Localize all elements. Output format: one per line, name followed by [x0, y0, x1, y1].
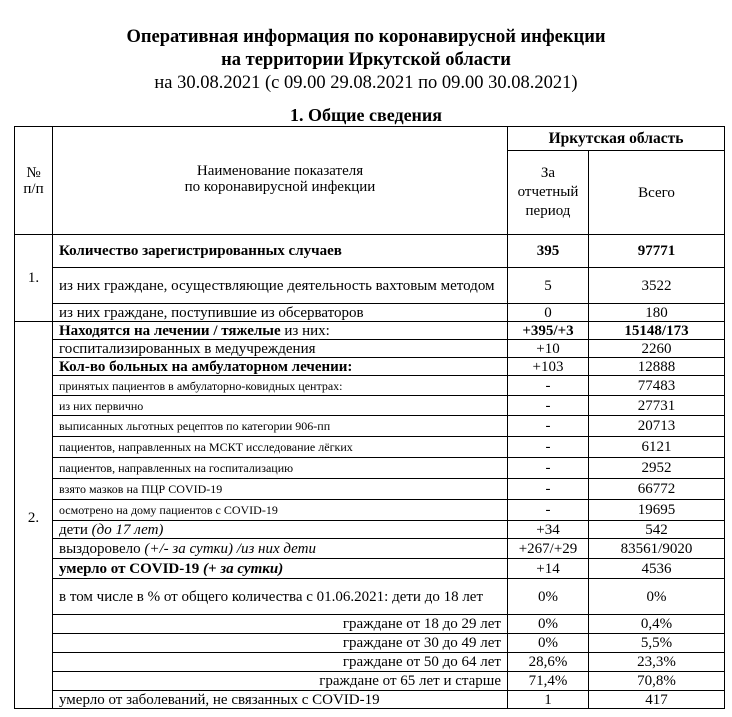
table-row: [15, 458, 725, 479]
table-row: [15, 304, 725, 322]
row-total: 542: [589, 521, 725, 539]
row-label-rest: из них:: [280, 322, 330, 339]
row-total: 97771: [589, 235, 725, 268]
row-period: 0%: [508, 579, 589, 615]
header-total: Всего: [589, 151, 725, 235]
row-label-italic: (до 17 лет): [91, 521, 164, 538]
row-total: 5,5%: [589, 634, 725, 653]
row-label: принятых пациентов в амбулаторно-ковидных центрах:: [53, 376, 508, 396]
table-row: [15, 672, 725, 691]
row-label-bold-italic: (+ за сутки): [202, 560, 284, 577]
row-label: выписанных льготных рецептов по категории 906-пп: [53, 416, 508, 437]
row-label-italic: (+/- за сутки) /из них дети: [144, 540, 316, 557]
row-label-bold: Находятся на лечении / тяжелые: [59, 322, 281, 339]
row-label: граждане от 30 до 49 лет: [53, 634, 508, 653]
row-total: 180: [589, 304, 725, 322]
title-line-2: на территории Иркутской области: [221, 50, 511, 70]
table-row: [15, 579, 725, 615]
row-period: +10: [508, 340, 589, 358]
header-number-line2: п/п: [23, 180, 44, 197]
row-total: 0%: [589, 579, 725, 615]
row-label-bold: умерло от COVID-19: [59, 560, 203, 577]
row-total: 15148/173: [589, 322, 725, 340]
row-total: 417: [589, 691, 725, 709]
table-row: [15, 521, 725, 539]
header-number: [15, 127, 53, 235]
row-total: 3522: [589, 268, 725, 304]
row-label: граждане от 50 до 64 лет: [53, 653, 508, 672]
row-period: 28,6%: [508, 653, 589, 672]
row-label: из них граждане, осуществляющие деятельность вахтовым методом: [53, 268, 508, 304]
row-period: +103: [508, 358, 589, 376]
row-total: 70,8%: [589, 672, 725, 691]
title-line-1: Оперативная информация по коронавирусной инфекции: [126, 27, 606, 47]
table-row: [15, 358, 725, 376]
row-total: 2260: [589, 340, 725, 358]
table-row: [15, 691, 725, 709]
row-label: [53, 521, 508, 539]
row-label: пациентов, направленных на МСКТ исследование лёгких: [53, 437, 508, 458]
header-period: [508, 151, 589, 235]
table-row: [15, 416, 725, 437]
row-period: +395/+3: [508, 322, 589, 340]
row-period: -: [508, 376, 589, 396]
row-label: взято мазков на ПЦР COVID-19: [53, 479, 508, 500]
row-label: [53, 559, 508, 579]
table-row: [15, 437, 725, 458]
row-total: 66772: [589, 479, 725, 500]
row-label: из них граждане, поступившие из обсерваторов: [53, 304, 508, 322]
row-total: 27731: [589, 396, 725, 416]
table-row: [15, 340, 725, 358]
header-indicator: [53, 127, 508, 235]
header-indicator-line1: Наименование показателя: [196, 163, 364, 179]
row-total: 77483: [589, 376, 725, 396]
row-period: 0%: [508, 634, 589, 653]
row-label: осмотрено на дому пациентов с COVID-19: [53, 500, 508, 521]
row-label: в том числе в % от общего количества с 01.06.2021: дети до 18 лет: [53, 579, 508, 615]
row-label: госпитализированных в медучреждения: [53, 340, 508, 358]
header-period-line3: период: [525, 203, 571, 219]
row-label: Количество зарегистрированных случаев: [53, 235, 508, 268]
row-label: граждане от 65 лет и старше: [53, 672, 508, 691]
row-label-text: выздоровело: [59, 540, 145, 557]
table-row: [15, 396, 725, 416]
row-total: 12888: [589, 358, 725, 376]
section-title: 1. Общие сведения: [289, 105, 443, 125]
row-period: -: [508, 396, 589, 416]
row-period: 0: [508, 304, 589, 322]
table-row: [15, 376, 725, 396]
row-total: 20713: [589, 416, 725, 437]
row-total: 19695: [589, 500, 725, 521]
header-period-line2: отчетный: [517, 184, 579, 200]
row-label: умерло от заболеваний, не связанных с COVID-19: [53, 691, 508, 709]
table-row: [15, 615, 725, 634]
row-period: +34: [508, 521, 589, 539]
row-period: -: [508, 500, 589, 521]
row-label: граждане от 18 до 29 лет: [53, 615, 508, 634]
header-period-line1: За: [540, 165, 556, 181]
row-period: -: [508, 437, 589, 458]
table-row: [15, 653, 725, 672]
row-period: +267/+29: [508, 539, 589, 559]
row-period: 5: [508, 268, 589, 304]
row-period: -: [508, 479, 589, 500]
header-region: Иркутская область: [508, 127, 725, 151]
table-row: [15, 559, 725, 579]
row-label-text: дети: [59, 521, 92, 538]
row-period: +14: [508, 559, 589, 579]
table-row: [15, 539, 725, 559]
covid-stats-table: [14, 126, 725, 709]
row-period: -: [508, 416, 589, 437]
row-total: 83561/9020: [589, 539, 725, 559]
row-period: 1: [508, 691, 589, 709]
row-total: 0,4%: [589, 615, 725, 634]
table-row: [15, 268, 725, 304]
table-row: [15, 479, 725, 500]
report-date: на 30.08.2021 (с 09.00 29.08.2021 по 09.00 30.08.2021): [154, 73, 578, 93]
row-label: пациентов, направленных на госпитализацию: [53, 458, 508, 479]
header-number-line1: №: [26, 164, 41, 181]
header-indicator-line2: по коронавирусной инфекции: [184, 179, 376, 195]
document-header: [0, 26, 732, 94]
row-period: 0%: [508, 615, 589, 634]
row-total: 4536: [589, 559, 725, 579]
row-period: -: [508, 458, 589, 479]
row-period: 395: [508, 235, 589, 268]
table-row: [15, 500, 725, 521]
row-label: [53, 322, 508, 340]
group-number: 1.: [15, 235, 53, 322]
row-label: Кол-во больных на амбулаторном лечении:: [53, 358, 508, 376]
table-row: [15, 235, 725, 268]
row-label: [53, 539, 508, 559]
group-number: 2.: [15, 322, 53, 709]
row-total: 23,3%: [589, 653, 725, 672]
row-period: 71,4%: [508, 672, 589, 691]
table-row: [15, 634, 725, 653]
table-row: [15, 322, 725, 340]
row-label: из них первично: [53, 396, 508, 416]
row-total: 6121: [589, 437, 725, 458]
row-total: 2952: [589, 458, 725, 479]
